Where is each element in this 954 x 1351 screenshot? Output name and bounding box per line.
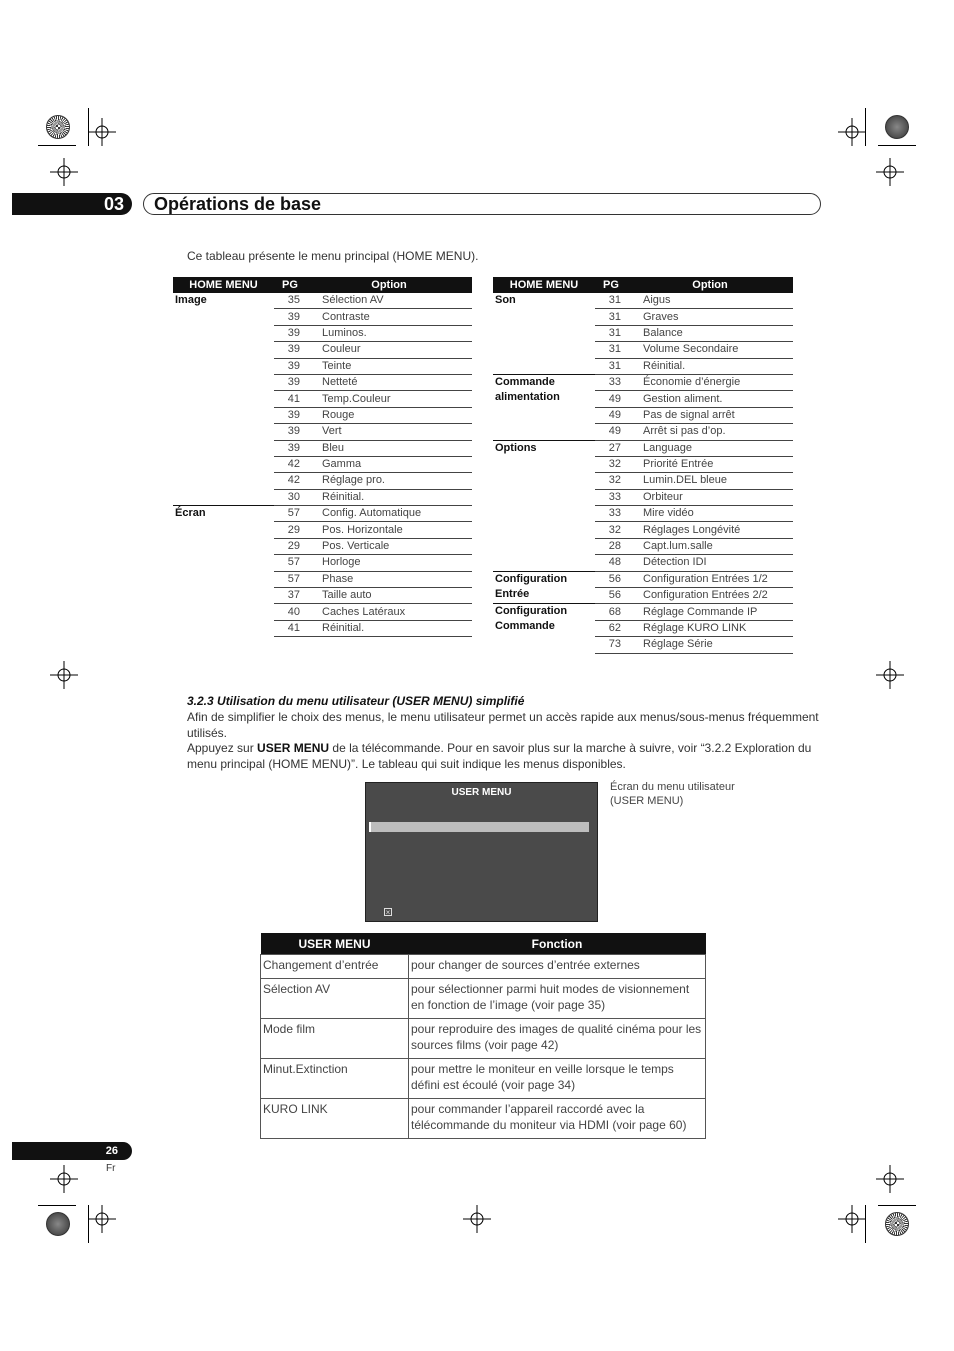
category-cell: Image [173,293,274,506]
option-cell: Lumin.DEL bleue [627,473,793,489]
home-menu-table-left [173,277,472,637]
option-cell: Réglage pro. [306,473,472,489]
table-row [261,955,706,979]
table-row [173,506,472,522]
option-cell: Orbiteur [627,489,793,505]
option-cell: Pos. Horizontale [306,522,472,538]
page-cell: 30 [274,489,306,505]
page-cell: 41 [274,391,306,407]
page-cell: 29 [274,538,306,554]
registration-crosshair-icon [50,1165,78,1193]
option-cell: Pos. Verticale [306,538,472,554]
page-cell: 33 [595,374,627,390]
para-bold-text: USER MENU [257,741,330,755]
user-menu-cell: KURO LINK [261,1099,409,1139]
page-cell: 31 [595,358,627,374]
page-cell: 40 [274,604,306,620]
header-option: Option [306,277,472,293]
option-cell: Gamma [306,456,472,472]
function-cell: pour mettre le moniteur en veille lorsque le temps défini est écoulé (voir page 34) [409,1059,706,1099]
option-cell: Config. Automatique [306,506,472,522]
table-row [493,604,793,620]
screen-title: USER MENU [451,787,512,798]
page-cell: 39 [274,374,306,390]
registration-crosshair-icon [876,1165,904,1193]
category-cell: Options [493,440,595,571]
page-cell: 28 [595,538,627,554]
page-cell: 27 [595,440,627,456]
header-pg: PG [274,277,306,293]
option-cell: Couleur [306,342,472,358]
page-cell: 62 [595,620,627,636]
table-row [493,374,793,390]
para-text: Appuyez sur [187,741,258,755]
option-cell: Réinitial. [306,620,472,636]
page-cell: 31 [595,342,627,358]
category-cell: Son [493,293,595,375]
header-user-menu: USER MENU [261,933,409,955]
function-cell: pour commander l’appareil raccordé avec la télécommande du moniteur via HDMI (voir page 60) [409,1099,706,1139]
close-icon: × [385,908,391,917]
option-cell: Réglage Série [627,637,793,653]
option-cell: Économie d’énergie [627,374,793,390]
registration-circle-icon [885,1212,909,1236]
option-cell: Netteté [306,374,472,390]
page-cell: 48 [595,555,627,571]
option-cell: Configuration Entrées 2/2 [627,588,793,604]
page-cell: 29 [274,522,306,538]
registration-circle-icon [885,115,909,139]
page-cell: 32 [595,456,627,472]
registration-crosshair-icon [88,1205,116,1233]
option-cell: Arrêt si pas d’op. [627,424,793,440]
page-cell: 68 [595,604,627,620]
user-menu-cell: Sélection AV [261,979,409,1019]
option-cell: Volume Secondaire [627,342,793,358]
page-cell: 57 [274,506,306,522]
page-cell: 39 [274,424,306,440]
caption-line: (USER MENU) [610,795,684,807]
header-option: Option [627,277,793,293]
page-cell: 39 [274,358,306,374]
language-code: Fr [106,1163,116,1174]
option-cell: Caches Latéraux [306,604,472,620]
option-cell: Sélection AV [306,293,472,309]
home-menu-table-right [493,277,793,654]
page-cell: 35 [274,293,306,309]
function-cell: pour changer de sources d’entrée externes [409,955,706,979]
category-cell: Écran [173,506,274,637]
page-number: 26 [12,1142,132,1160]
screen-selection-bar [369,822,589,832]
page-cell: 49 [595,424,627,440]
page-cell: 39 [274,440,306,456]
page-cell: 37 [274,588,306,604]
page-cell: 32 [595,522,627,538]
category-cell: Configuration Commande [493,604,595,653]
header-home-menu: HOME MENU [493,277,595,293]
option-cell: Réinitial. [306,489,472,505]
page-cell: 57 [274,555,306,571]
registration-crosshair-icon [876,158,904,186]
caption-line: Écran du menu utilisateur [610,781,735,793]
page-cell: 41 [274,620,306,636]
page-cell: 42 [274,456,306,472]
registration-crosshair-icon [88,118,116,146]
page-cell: 56 [595,588,627,604]
page-cell: 31 [595,293,627,309]
registration-crosshair-icon [50,661,78,689]
intro-text: Ce tableau présente le menu principal (HOME MENU). [187,249,479,263]
user-menu-screen [365,782,598,922]
option-cell: Horloge [306,555,472,571]
option-cell: Priorité Entrée [627,456,793,472]
option-cell: Configuration Entrées 1/2 [627,571,793,587]
registration-circle-icon [46,115,70,139]
option-cell: Phase [306,571,472,587]
para-text: de la télécommande. Pour en savoir plus sur la marche à suivre, voir “3.2.2 Exploration du menu principal (HOME MENU)”. Le tableau qui suit indique les menus disponibles. [187,741,812,771]
table-row [173,293,472,309]
category-cell: Configuration Entrée [493,571,595,604]
function-cell: pour reproduire des images de qualité cinéma pour les sources films (voir page 42) [409,1019,706,1059]
page-cell: 33 [595,489,627,505]
page-cell: 39 [274,325,306,341]
user-menu-cell: Minut.Extinction [261,1059,409,1099]
page-cell: 39 [274,309,306,325]
registration-crosshair-icon [876,661,904,689]
page-cell: 57 [274,571,306,587]
page-cell: 49 [595,391,627,407]
page-cell: 39 [274,342,306,358]
function-cell: pour sélectionner parmi huit modes de visionnement en fonction de l’image (voir page 35) [409,979,706,1019]
registration-crosshair-icon [463,1205,491,1233]
user-menu-cell: Mode film [261,1019,409,1059]
option-cell: Teinte [306,358,472,374]
option-cell: Language [627,440,793,456]
section-title: 3.2.3 Utilisation du menu utilisateur (USER MENU) simplifié [187,694,525,708]
option-cell: Aigus [627,293,793,309]
screen-cursor [369,822,371,832]
user-menu-table [260,933,706,1139]
category-cell: Commande alimentation [493,374,595,440]
page-cell: 31 [595,325,627,341]
header-home-menu: HOME MENU [173,277,274,293]
registration-crosshair-icon [838,118,866,146]
page-cell: 33 [595,506,627,522]
option-cell: Graves [627,309,793,325]
option-cell: Réinitial. [627,358,793,374]
section-paragraph-1: Afin de simplifier le choix des menus, le menu utilisateur permet un accès rapide aux menus/sous-menus fréquemment utilisés. [187,710,819,740]
chapter-title: Opérations de base [143,193,821,215]
table-row [493,293,793,309]
table-row [261,1099,706,1139]
option-cell: Contraste [306,309,472,325]
page-cell: 42 [274,473,306,489]
registration-crosshair-icon [838,1205,866,1233]
option-cell: Réglage Commande IP [627,604,793,620]
page-cell: 39 [274,407,306,423]
option-cell: Rouge [306,407,472,423]
option-cell: Temp.Couleur [306,391,472,407]
option-cell: Bleu [306,440,472,456]
option-cell: Réglages Longévité [627,522,793,538]
option-cell: Gestion aliment. [627,391,793,407]
option-cell: Taille auto [306,588,472,604]
table-row [493,440,793,456]
table-row [261,979,706,1019]
page-cell: 32 [595,473,627,489]
header-pg: PG [595,277,627,293]
page-cell: 73 [595,637,627,653]
table-row [261,1019,706,1059]
chapter-number: 03 [12,193,132,215]
option-cell: Luminos. [306,325,472,341]
option-cell: Capt.lum.salle [627,538,793,554]
table-row [261,1059,706,1099]
header-fonction: Fonction [409,933,706,955]
page-cell: 31 [595,309,627,325]
option-cell: Balance [627,325,793,341]
table-row [493,571,793,587]
option-cell: Mire vidéo [627,506,793,522]
option-cell: Détection IDI [627,555,793,571]
option-cell: Pas de signal arrêt [627,407,793,423]
section-paragraph-2 [187,741,827,772]
registration-circle-icon [46,1212,70,1236]
registration-crosshair-icon [50,158,78,186]
page-cell: 56 [595,571,627,587]
page-cell: 49 [595,407,627,423]
screen-caption [610,780,735,808]
option-cell: Vert [306,424,472,440]
option-cell: Réglage KURO LINK [627,620,793,636]
user-menu-cell: Changement d’entrée [261,955,409,979]
